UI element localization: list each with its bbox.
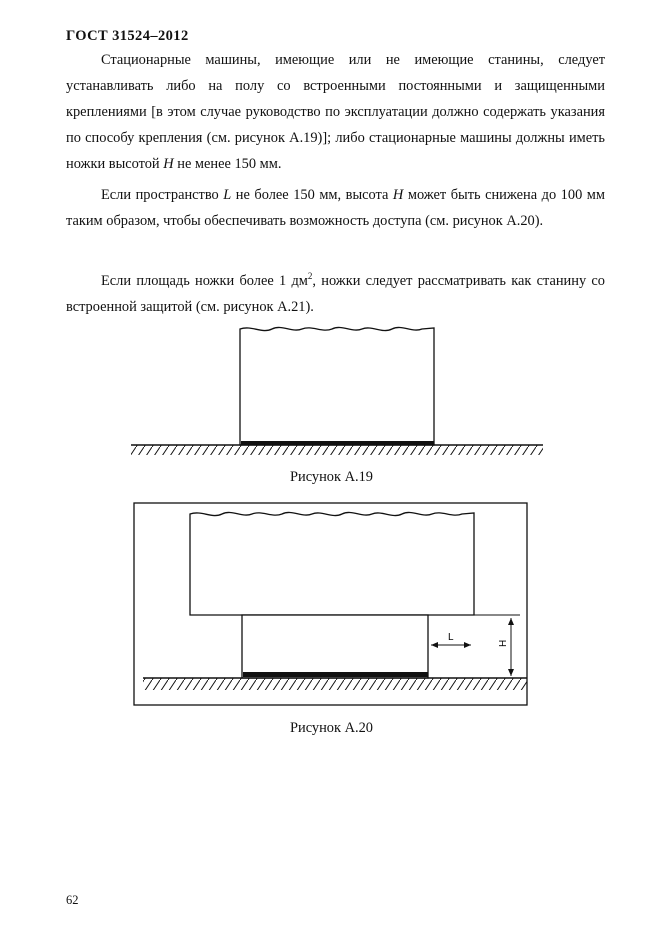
paragraph-text: не более 150 мм, высота — [231, 187, 393, 203]
variable-l: L — [223, 187, 232, 203]
floor-hatch — [143, 678, 527, 690]
figure-a20-drawing — [0, 500, 661, 710]
paragraph-text: , ножки следует рассматривать как станину со встроенной защитой (см. рисунок А.21). — [66, 273, 605, 315]
machine-body — [190, 512, 474, 615]
figure-a19-drawing — [0, 315, 661, 455]
paragraph-space-l — [66, 182, 605, 234]
machine-base — [242, 615, 428, 678]
variable-h: H — [163, 156, 174, 172]
figure-a20-caption: Рисунок А.20 — [290, 720, 373, 736]
label-l: L — [448, 632, 454, 643]
document-header: ГОСТ 31524–2012 — [66, 28, 189, 44]
paragraph-text: Стационарные машины, имеющие или не имеющие станины, следует устанавливать либо на полу со встроенными постоянными и защищенными креплениями [в этом случае руководство по эксплуатации должно содержать указания по способу крепления (см. рисунок А.19)]; либо стационарные машины должны иметь ножки высотой — [66, 52, 605, 172]
label-h: H — [498, 639, 509, 647]
machine-body — [240, 327, 434, 445]
paragraph-text: Если пространство — [101, 187, 224, 203]
superscript: 2 — [307, 271, 313, 281]
paragraph-stationary-machines — [66, 47, 605, 177]
paragraph-text: может быть снижена до 100 мм таким образом, чтобы обеспечивать возможность доступа (см. рисунок А.20). — [66, 187, 605, 229]
paragraph-text: Если площадь ножки более 1 дм — [101, 273, 308, 289]
page-number: 62 — [66, 893, 79, 907]
variable-h: H — [392, 187, 404, 203]
floor-hatch — [131, 445, 543, 455]
paragraph-foot-area — [66, 263, 605, 320]
fixed-base — [243, 672, 428, 677]
paragraph-text: не менее 150 мм. — [173, 156, 282, 172]
figure-a19-caption: Рисунок А.19 — [290, 469, 373, 485]
